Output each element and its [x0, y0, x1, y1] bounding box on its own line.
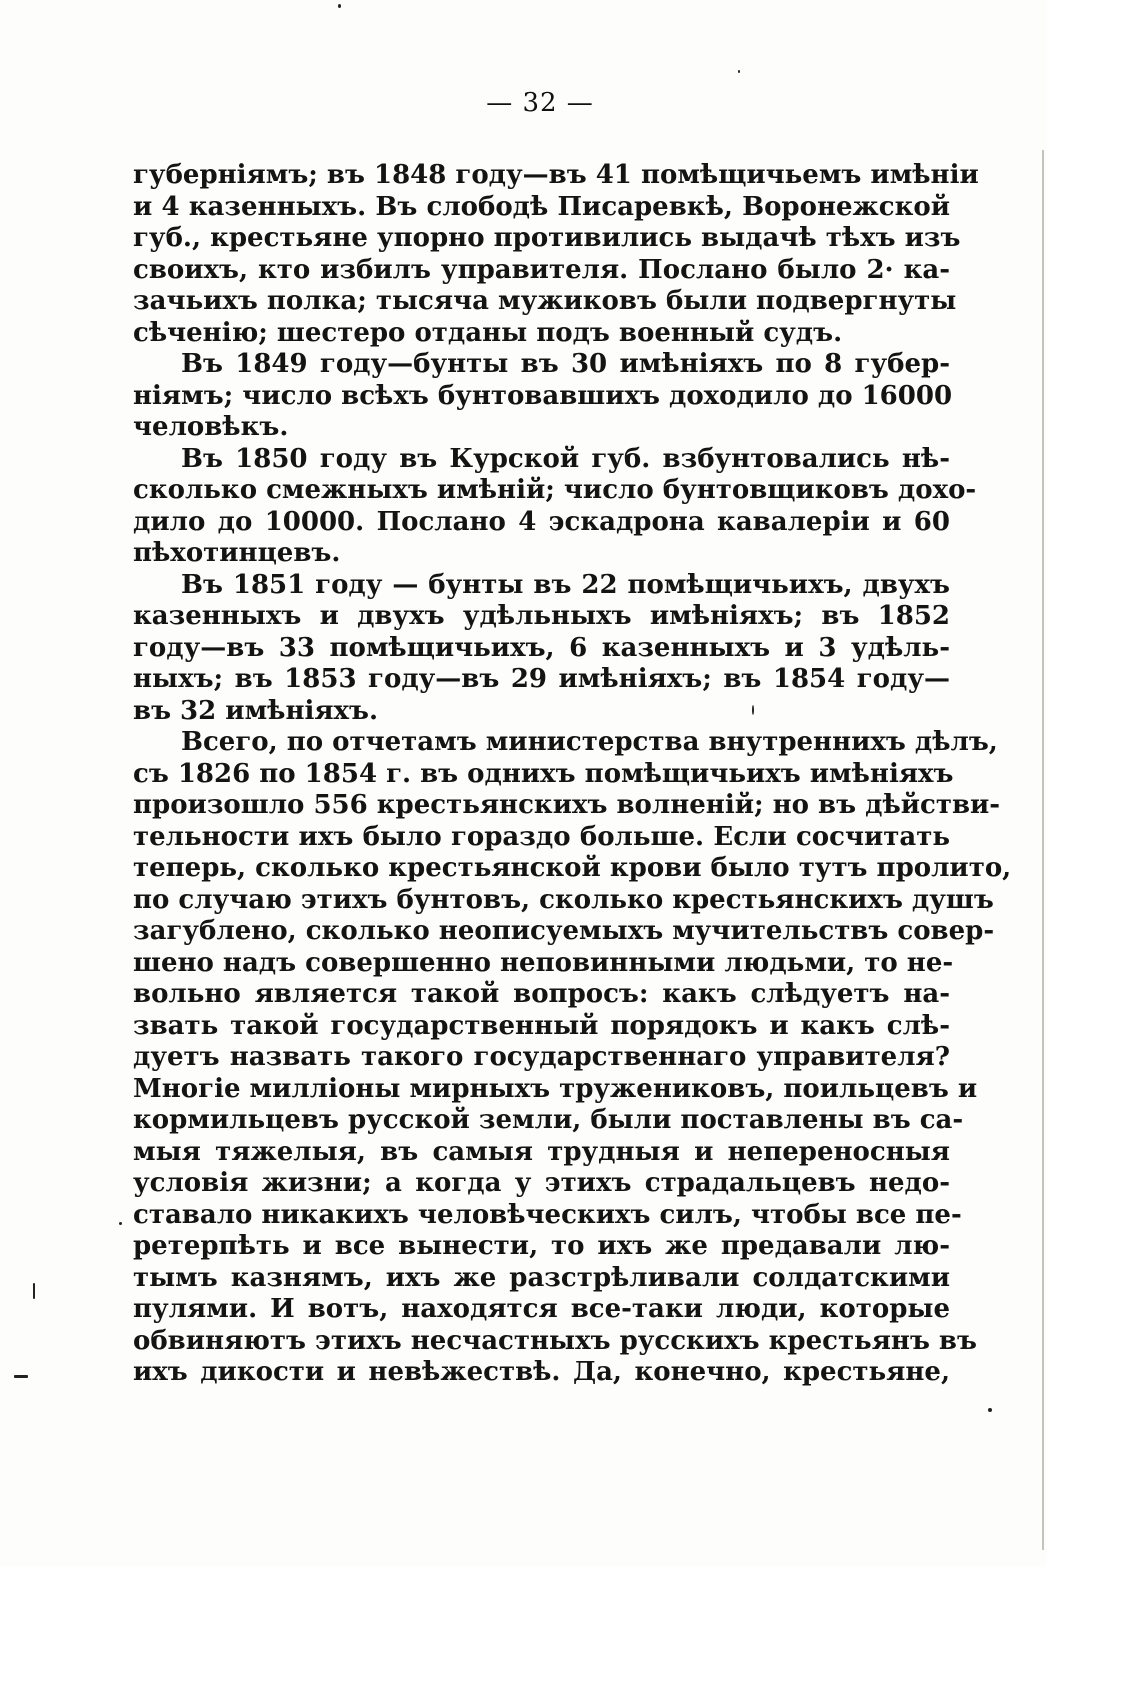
- text-line: губ., крестьяне упорно противились выдачѣ тѣхъ изъ: [133, 223, 961, 253]
- text-line: ставало никакихъ человѣческихъ силъ, чтобы все пе-: [133, 1199, 962, 1230]
- scan-speck: [338, 4, 341, 8]
- scan-speck: [119, 1222, 122, 1225]
- text-line: казенныхъ и двухъ удѣльныхъ имѣніяхъ; въ 1852: [133, 601, 950, 631]
- text-line: ретерпѣть и все вынести, то ихъ же предавали лю-: [133, 1231, 950, 1261]
- scan-speck: [738, 70, 740, 73]
- scan-speck: [33, 1283, 35, 1299]
- text-line: пѣхотинцевъ.: [133, 538, 341, 568]
- text-line: ныхъ; въ 1853 году—въ 29 имѣніяхъ; въ 1854 году—: [133, 664, 950, 694]
- text-line: обвиняютъ этихъ несчастныхъ русскихъ крестьянъ въ: [133, 1325, 977, 1356]
- text-line: сѣченію; шестеро отданы подъ военный судъ.: [133, 317, 843, 348]
- text-line: условія жизни; а когда у этихъ страдальцевъ недо-: [133, 1168, 950, 1198]
- text-line: звать такой государственный порядокъ и какъ слѣ-: [133, 1010, 950, 1041]
- text-line: съ 1826 по 1854 г. въ однихъ помѣщичьихъ имѣніяхъ: [133, 758, 954, 789]
- page-edge-line: [1042, 150, 1044, 1550]
- text-line: кормильцевъ русской земли, были поставлены въ са-: [133, 1105, 964, 1135]
- text-line: произошло 556 крестьянскихъ волненій; но въ дѣйстви-: [133, 790, 1001, 820]
- text-line: и 4 казенныхъ. Въ слободѣ Писаревкѣ, Воронежской: [133, 191, 950, 222]
- text-line: мыя тяжелыя, въ самыя трудныя и неперенoсныя: [133, 1136, 950, 1167]
- scan-speck: [14, 1375, 28, 1378]
- text-line: дуетъ назвать такого государственнаго управителя?: [133, 1042, 950, 1072]
- body-text: [133, 160, 1012, 1389]
- text-line: ніямъ; число всѣхъ бунтовавшихъ доходило до 16000: [133, 380, 953, 411]
- text-line: губерніямъ; въ 1848 году—въ 41 помѣщичьемъ имѣніи: [133, 160, 979, 190]
- page-number: — 32 —: [486, 88, 594, 118]
- text-line: Многіе милліоны мирныхъ тружениковъ, поильцевъ и: [133, 1073, 978, 1104]
- text-line: вольно является такой вопросъ: какъ слѣдуетъ на-: [133, 979, 950, 1009]
- text-line: Всего, по отчетамъ министерства внутреннихъ дѣлъ,: [181, 727, 998, 757]
- text-line: загублено, сколько неописуемыхъ мучительствъ совер-: [133, 916, 995, 946]
- text-line: человѣкъ.: [133, 412, 289, 442]
- text-line: году—въ 33 помѣщичьихъ, 6 казенныхъ и 3 удѣль-: [133, 632, 950, 663]
- text-line: зачьихъ полка; тысяча мужиковъ были подвергнуты: [133, 286, 957, 316]
- text-line: Въ 1849 году—бунты въ 30 имѣніяхъ по 8 губер-: [181, 349, 950, 379]
- text-line: Въ 1850 году въ Курской губ. взбунтовались нѣ-: [181, 443, 950, 474]
- scan-speck: [752, 705, 754, 715]
- text-line: тельности ихъ было гораздо больше. Если сосчитать: [133, 821, 950, 852]
- text-line: въ 32 имѣніяхъ.: [133, 695, 379, 726]
- text-line: по случаю этихъ бунтовъ, сколько крестьянскихъ душъ: [133, 884, 994, 915]
- text-line: своихъ, кто избилъ управителя. Послано было 2· ка-: [133, 254, 950, 285]
- text-line: теперь, сколько крестьянской крови было тутъ пролито,: [133, 853, 1012, 883]
- text-line: дило до 10000. Послано 4 эскадрона кавалеріи и 60: [133, 506, 950, 537]
- text-line: шено надъ совершенно неповинными людьми, то не-: [133, 947, 954, 978]
- text-line: тымъ казнямъ, ихъ же разстрѣливали солдатскими: [133, 1262, 950, 1293]
- text-line: пулями. И вотъ, находятся все-таки люди, которые: [133, 1294, 950, 1324]
- scan-speck: [988, 1408, 992, 1412]
- text-line: ихъ дикости и невѣжествѣ. Да, конечно, крестьяне,: [133, 1357, 950, 1387]
- text-line: сколько смежныхъ имѣній; число бунтовщиковъ дохо-: [133, 475, 977, 505]
- text-line: Въ 1851 году — бунты въ 22 помѣщичьихъ, двухъ: [181, 569, 950, 600]
